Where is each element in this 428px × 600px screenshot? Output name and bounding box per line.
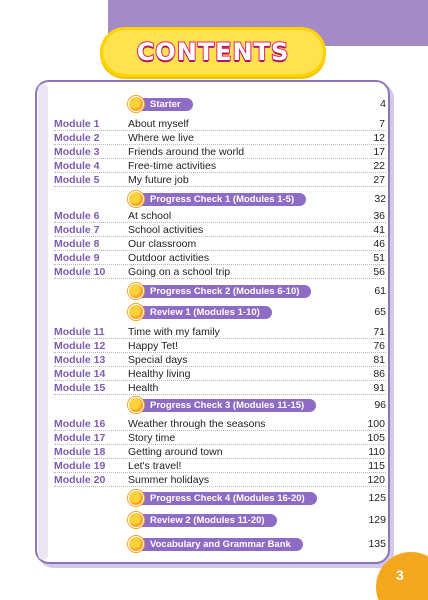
module-label: Module 4 [54,159,100,172]
page-number-label: 12 [373,131,385,144]
module-label: Module 1 [54,117,100,130]
module-label: Module 8 [54,237,100,250]
toc-row[interactable] [54,417,386,431]
module-title: Let's travel! [128,459,182,472]
module-title: Health [128,381,159,394]
section-label: Starter [136,98,193,111]
toc-section-heading[interactable] [128,97,193,111]
module-label: Module 6 [54,209,100,222]
module-label: Module 3 [54,145,100,158]
toc-row[interactable] [54,381,386,395]
toc-row[interactable] [54,325,386,339]
toc-row[interactable] [54,173,386,187]
page-number-label: 36 [373,209,385,222]
module-label: Module 17 [54,431,106,444]
orange-circle-icon [128,96,144,112]
toc-row[interactable] [54,131,386,145]
module-title: Special days [128,353,188,366]
page-number-label: 120 [367,473,385,486]
module-title: Going on a school trip [128,265,231,278]
page-number-label: 4 [380,98,386,110]
module-label: Module 11 [54,325,105,338]
page-number-label: 110 [368,445,385,458]
page-number-label: 125 [368,492,386,504]
module-title: Summer holidays [128,473,210,486]
page-number-label: 91 [373,381,385,394]
page-number-label: 7 [379,117,385,130]
module-label: Module 10 [54,265,106,278]
toc-section-heading[interactable] [128,192,306,206]
module-title: About myself [128,117,189,130]
page-number-label: 71 [373,325,385,338]
orange-circle-icon [128,304,144,320]
section-label: Progress Check 3 (Modules 11-15) [136,399,316,412]
page-number-label: 27 [373,173,385,186]
module-title: At school [128,209,172,222]
section-label: Review 2 (Modules 11-20) [136,514,277,527]
page-number-label: 76 [373,339,385,352]
module-label: Module 16 [54,417,106,430]
page-number-label: 100 [367,417,385,430]
toc-row[interactable] [54,209,386,223]
module-title: Our classroom [128,237,197,250]
toc-row[interactable] [54,339,386,353]
page-number-label: 86 [373,367,385,380]
section-label: Vocabulary and Grammar Bank [136,538,303,551]
page-number-label: 46 [373,237,385,250]
orange-circle-icon [128,397,144,413]
orange-circle-icon [128,512,144,528]
module-title: Free-time activities [128,159,217,172]
module-label: Module 5 [54,173,100,186]
toc-section-heading[interactable] [128,398,316,412]
toc-row[interactable] [54,265,386,279]
toc-row[interactable] [54,251,386,265]
toc-row[interactable] [54,117,386,131]
module-title: Story time [128,431,176,444]
toc-row[interactable] [54,145,386,159]
orange-circle-icon [128,191,144,207]
title-banner [100,27,326,77]
toc-row[interactable] [54,353,386,367]
toc-section-heading[interactable] [128,537,303,551]
module-title: My future job [128,173,189,186]
module-title: Friends around the world [128,145,245,158]
page-number-label: 41 [373,223,385,236]
module-label: Module 20 [54,473,106,486]
module-title: Healthy living [128,367,191,380]
module-title: Happy Tet! [128,339,179,352]
toc-section-heading[interactable] [128,491,317,505]
toc-row[interactable] [54,223,386,237]
toc-section-heading[interactable] [128,513,277,527]
orange-circle-icon [128,490,144,506]
section-label: Review 1 (Modules 1-10) [136,306,272,319]
page-number: 3 [396,567,404,583]
section-label: Progress Check 1 (Modules 1-5) [136,193,306,206]
toc-row[interactable] [54,367,386,381]
module-title: Time with my family [128,325,220,338]
module-label: Module 15 [54,381,106,394]
module-label: Module 14 [54,367,106,380]
page-number-label: 135 [368,538,386,550]
orange-circle-icon [128,283,144,299]
page-number-label: 115 [368,459,385,472]
card-left-strip [38,84,48,560]
page-number-label: 105 [367,431,385,444]
page-number-label: 17 [373,145,385,158]
page-number-label: 22 [373,159,385,172]
module-label: Module 18 [54,445,106,458]
module-title: Outdoor activities [128,251,210,264]
module-title: Where we live [128,131,194,144]
section-label: Progress Check 4 (Modules 16-20) [136,492,317,505]
module-label: Module 7 [54,223,100,236]
page-number-label: 65 [374,306,386,318]
module-label: Module 19 [54,459,106,472]
toc-row[interactable] [54,445,386,459]
toc-row[interactable] [54,237,386,251]
page-number-label: 32 [374,193,386,205]
orange-circle-icon [128,536,144,552]
toc-row[interactable] [54,159,386,173]
module-title: Getting around town [128,445,223,458]
page-number-label: 81 [373,353,385,366]
page-number-label: 56 [373,265,385,278]
module-label: Module 13 [54,353,106,366]
toc-row[interactable] [54,431,386,445]
page-number-label: 61 [374,285,386,297]
module-title: Weather through the seasons [128,417,266,430]
toc-section-heading[interactable] [128,284,311,298]
page-number-label: 51 [373,251,385,264]
toc-section-heading[interactable] [128,305,272,319]
module-label: Module 9 [54,251,100,264]
page-number-label: 96 [374,399,386,411]
module-label: Module 2 [54,131,100,144]
section-label: Progress Check 2 (Modules 6-10) [136,285,311,298]
page-number-label: 129 [368,514,386,526]
toc-row[interactable] [54,473,386,487]
page-title: CONTENTS [136,38,290,66]
toc-row[interactable] [54,459,386,473]
module-title: School activities [128,223,204,236]
module-label: Module 12 [54,339,106,352]
